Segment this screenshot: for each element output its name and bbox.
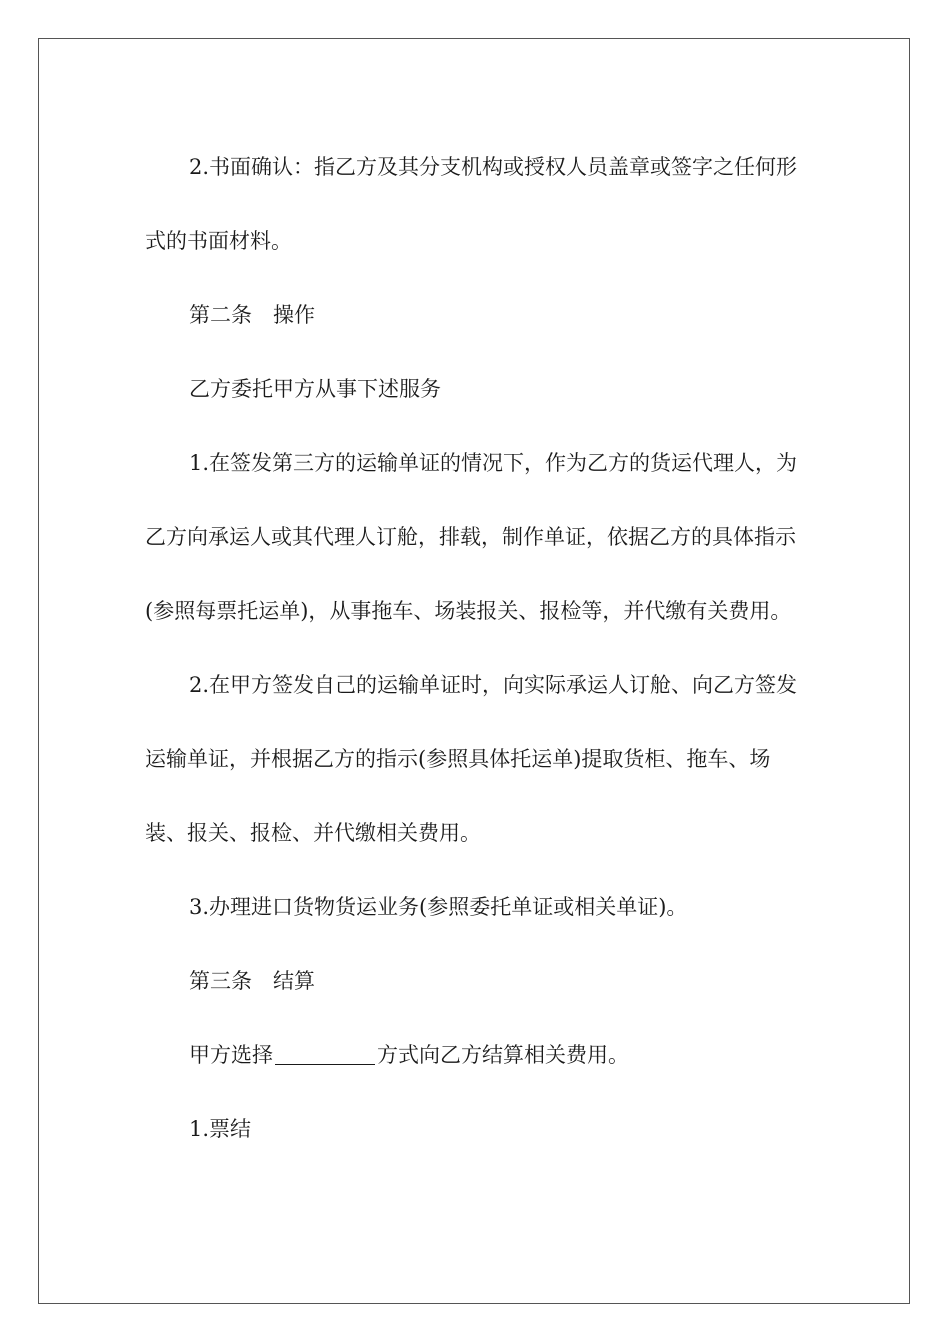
settlement-text-before: 甲方选择 bbox=[189, 1043, 273, 1067]
paragraph-entrusted-services: 乙方委托甲方从事下述服务 bbox=[189, 377, 441, 401]
settlement-text-after: 方式向乙方结算相关费用。 bbox=[377, 1043, 629, 1067]
article-2-heading: 第二条 操作 bbox=[189, 303, 315, 327]
paragraph-service-2: 2.在甲方签发自己的运输单证时，向实际承运人订舱、向乙方签发运输单证，并根据乙方的指示(参照具体托运单)提取货柜、拖车、场装、报关、报检、并代缴相关费用。 bbox=[145, 673, 798, 845]
settlement-blank-field bbox=[275, 1043, 375, 1065]
document-body bbox=[145, 130, 805, 1166]
paragraph-settlement-method bbox=[145, 1018, 805, 1092]
paragraph-written-confirmation: 2.书面确认：指乙方及其分支机构或授权人员盖章或签字之任何形式的书面材料。 bbox=[145, 155, 798, 253]
paragraph-service-3: 3.办理进口货物货运业务(参照委托单证或相关单证)。 bbox=[189, 895, 688, 919]
paragraph-per-ticket-settlement: 1.票结 bbox=[189, 1117, 252, 1141]
article-3-heading: 第三条 结算 bbox=[189, 969, 315, 993]
paragraph-service-1: 1.在签发第三方的运输单证的情况下，作为乙方的货运代理人，为乙方向承运人或其代理人订舱，排载，制作单证，依据乙方的具体指示(参照每票托运单)，从事拖车、场装报关、报检等，并代缴有关费用。 bbox=[145, 451, 798, 623]
